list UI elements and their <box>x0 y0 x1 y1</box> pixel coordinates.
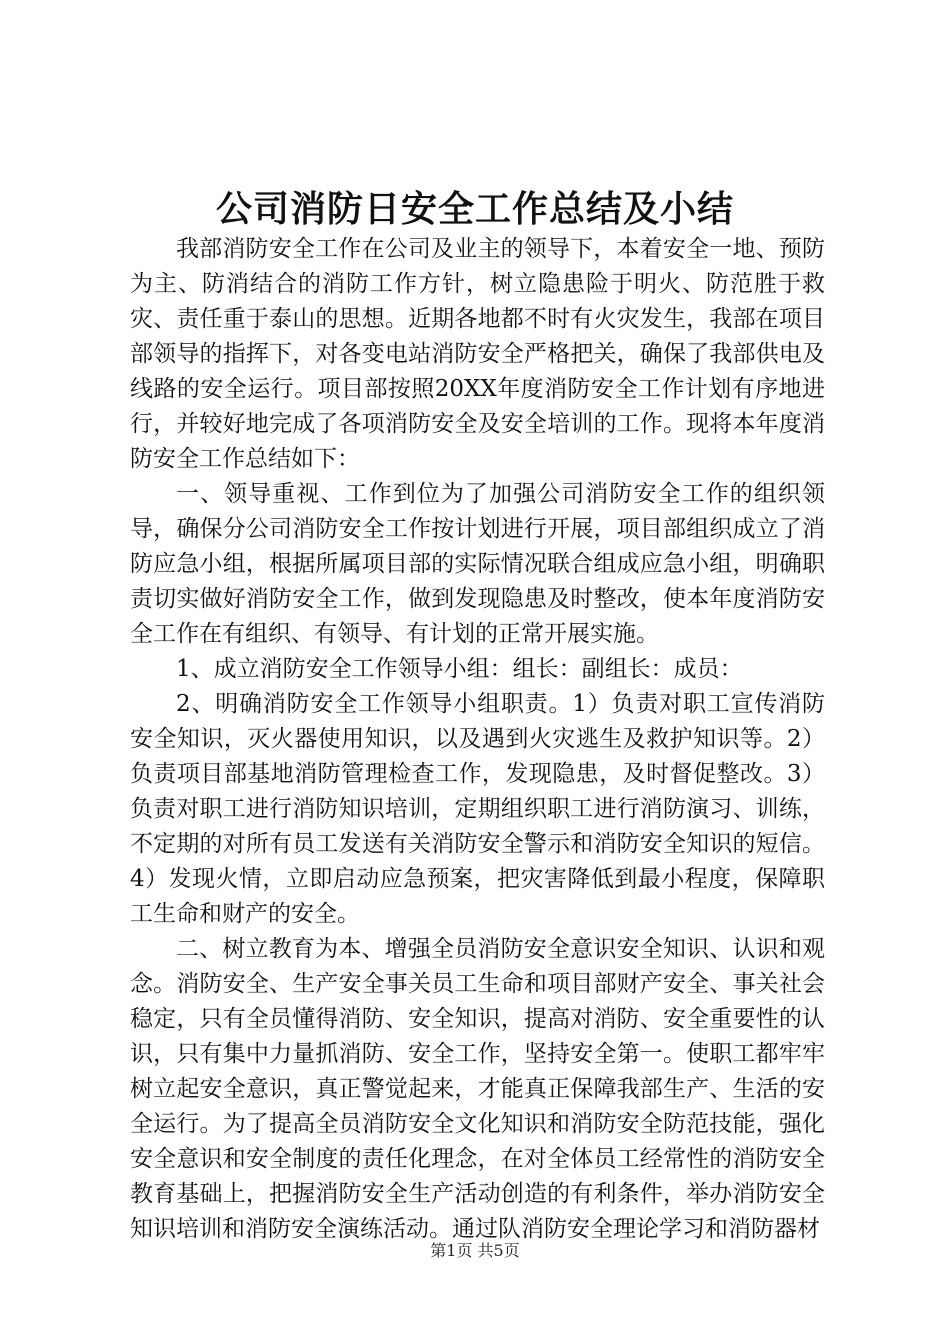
page-number-footer: 第1页 共5页 <box>430 1241 520 1260</box>
document-body <box>130 232 825 1247</box>
paragraph-item-2: 2、明确消防安全工作领导小组职责。1）负责对职工宣传消防安全知识，灭火器使用知识，以及遇到火灾逃生及救护知识等。2）负责项目部基地消防管理检查工作，发现隐患，及时督促整改。3）负责对职工进行消防知识培训，定期组织职工进行消防演习、训练，不定期的对所有员工发送有关消防安全警示和消防安全知识的短信。4）发现火情，立即启动应急预案，把灾害降低到最小程度，保障职工生命和财产的安全。 <box>130 691 825 927</box>
document-title: 公司消防日安全工作总结及小结 <box>215 188 734 230</box>
paragraph-item-1: 1、成立消防安全工作领导小组：组长：副组长：成员： <box>176 656 743 682</box>
paragraph-intro: 我部消防安全工作在公司及业主的领导下，本着安全一地、预防为主、防消结合的消防工作方针，树立隐患险于明火、防范胜于救灾、责任重于泰山的思想。近期各地都不时有火灾发生，我部在项目部领导的指挥下，对各变电站消防安全严格把关，确保了我部供电及线路的安全运行。项目部按照20XX年度消防安全工作计划有序地进行，并较好地完成了各项消防安全及安全培训的工作。现将本年度消防安全工作总结如下： <box>130 236 825 472</box>
paragraph-section-2: 二、树立教育为本、增强全员消防安全意识安全知识、认识和观念。消防安全、生产安全事关员工生命和项目部财产安全、事关社会稳定，只有全员懂得消防、安全知识，提高对消防、安全重要性的认识，只有集中力量抓消防、安全工作，坚持安全第一。使职工都牢牢树立起安全意识，真正警觉起来，才能真正保障我部生产、生活的安全运行。为了提高全员消防安全文化知识和消防安全防范技能，强化安全意识和安全制度的责任化理念，在对全体员工经常性的消防安全教育基础上，把握消防安全生产活动创造的有利条件，举办消防安全知识培训和消防安全演练活动。通过队消防安全理论学习和消防器材 <box>130 936 825 1242</box>
paragraph-section-1: 一、领导重视、工作到位为了加强公司消防安全工作的组织领导，确保分公司消防安全工作按计划进行开展，项目部组织成立了消防应急小组，根据所属项目部的实际情况联合组成应急小组，明确职责切实做好消防安全工作，做到发现隐患及时整改，使本年度消防安全工作在有组织、有领导、有计划的正常开展实施。 <box>130 481 825 647</box>
